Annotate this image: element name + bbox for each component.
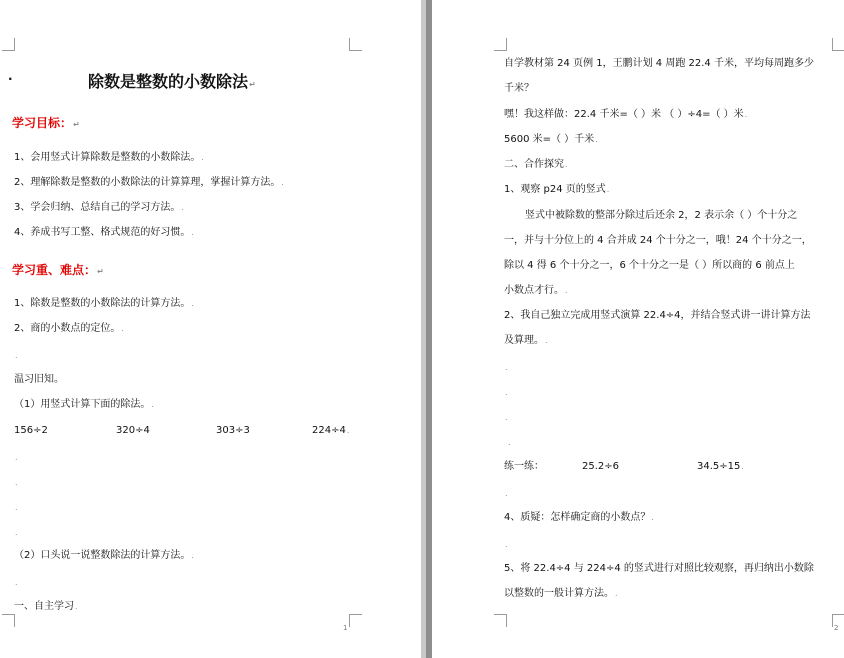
paragraph-mark: . [508, 438, 511, 447]
observe-paragraph-line: 竖式中被除数的整部分除过后还余 2，2 表示余（ ）个十分之 [525, 210, 798, 221]
review-label: 温习旧知。 [14, 374, 64, 385]
review-question-1: （1）用竖式计算下面的除法。. [14, 399, 154, 410]
observe-paragraph-line: 一，并与十分位上的 4 合并成 24 个十分之一，哦！24 个十分之一， [504, 235, 812, 246]
paragraph-mark: . [15, 578, 18, 587]
crop-mark [2, 614, 15, 627]
crop-mark [832, 38, 844, 51]
focus-heading: 学习重、难点：↵ [12, 263, 104, 277]
paragraph-mark: . [505, 489, 508, 498]
question-5-line: 以整数的一般计算方法。. [504, 588, 618, 599]
review-question-2: （2）口头说一说整数除法的计算方法。. [14, 550, 194, 561]
exercise-item: 303÷3 [216, 425, 250, 436]
intro-line: 自学教材第 24 页例 1，王鹏计划 4 周跑 22.4 千米，平均每周跑多少 [504, 58, 814, 69]
paragraph-mark: . [15, 478, 18, 487]
exercise-item: 156÷2 [14, 425, 48, 436]
section-two-heading: 二、合作探究. [504, 159, 568, 170]
observe-paragraph-line: 小数点才行。. [504, 285, 568, 296]
crop-mark [349, 614, 362, 627]
practice-item: 25.2÷6 [582, 461, 620, 472]
crop-mark [494, 38, 507, 51]
document-title: 除数是整数的小数除法↵ [88, 72, 256, 91]
exercise-item: 224÷4. [312, 425, 350, 436]
goal-item: 2、理解除数是整数的小数除法的计算算理，掌握计算方法。. [14, 177, 284, 188]
question-4: 4、质疑：怎样确定商的小数点？. [504, 512, 654, 523]
crop-mark [2, 38, 15, 51]
paragraph-mark: . [505, 363, 508, 372]
list-bullet: · [8, 72, 13, 86]
page-number: 2 [834, 624, 839, 632]
goal-item: 4、养成书写工整、格式规范的好习惯。. [14, 227, 194, 238]
paragraph-mark: . [505, 540, 508, 549]
section-one-heading: 一、自主学习. [14, 601, 78, 612]
crop-mark [494, 614, 507, 627]
goals-heading: 学习目标：↵ [12, 116, 80, 130]
paragraph-mark: . [15, 503, 18, 512]
focus-item: 2、商的小数点的定位。. [14, 323, 124, 334]
exercise-item: 320÷4 [116, 425, 150, 436]
focus-item: 1、除数是整数的小数除法的计算方法。. [14, 298, 194, 309]
goal-item: 1、会用竖式计算除数是整数的小数除法。. [14, 152, 204, 163]
practice-label: 练一练： [504, 461, 544, 472]
document-page-1 [0, 0, 421, 658]
observe-title: 1、观察 p24 页的竖式. [504, 184, 610, 195]
question-2-line: 及算理。. [504, 335, 548, 346]
goal-item: 3、学会归纳、总结自己的学习方法。. [14, 202, 184, 213]
paragraph-mark: . [15, 528, 18, 537]
paragraph-mark: . [15, 351, 18, 360]
paragraph-mark: . [505, 413, 508, 422]
page-number: 1 [343, 624, 348, 632]
intro-line: 千米？ [504, 83, 534, 94]
convert-line: 5600 米=（ ）千米. [504, 134, 598, 145]
question-2-line: 2、我自己独立完成用竖式演算 22.4÷4，并结合竖式讲一讲计算方法 [504, 310, 811, 321]
paragraph-mark: . [505, 388, 508, 397]
observe-paragraph-line: 除以 4 得 6 个十分之一，6 个十分之一是（ ）所以商的 6 前点上 [504, 260, 795, 271]
practice-item: 34.5÷15. [697, 461, 744, 472]
method-line: 嘿！我这样做：22.4 千米=（ ）米 （ ）÷4=（ ）米. [504, 109, 748, 120]
paragraph-mark: . [15, 453, 18, 462]
document-page-2 [432, 0, 844, 658]
question-5-line: 5、将 22.4÷4 与 224÷4 的竖式进行对照比较观察，再归纳出小数除 [504, 563, 814, 574]
crop-mark [349, 38, 362, 51]
page-gap [421, 0, 426, 658]
